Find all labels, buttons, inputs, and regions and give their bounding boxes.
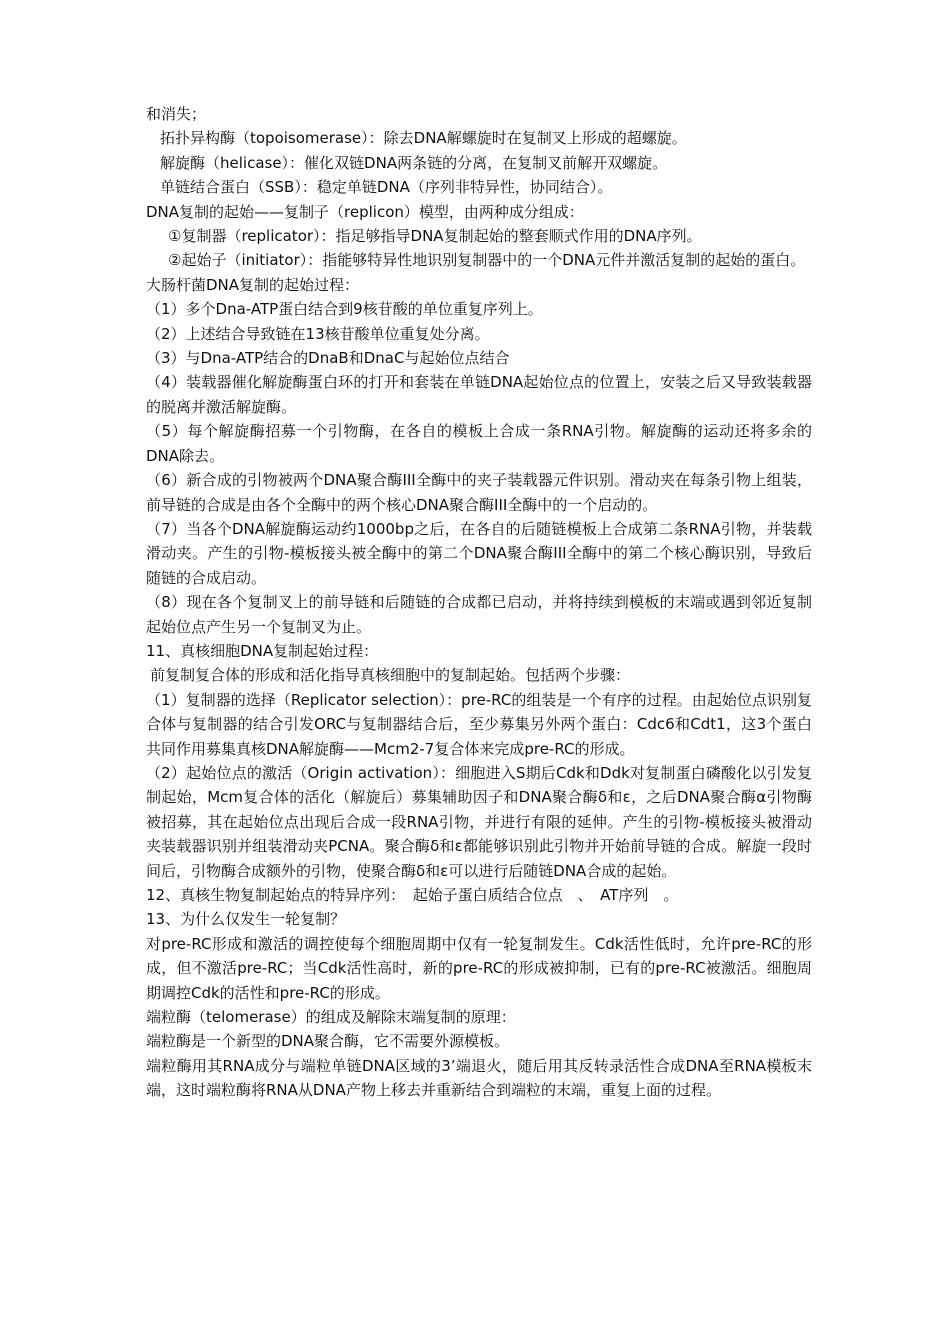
list-item: （7）当各个DNA解旋酶运动约1000bp之后，在各自的后随链模板上合成第二条RNA引物，并装载滑动夹。产生的引物-模板接头被全酶中的第二个DNA聚合酶III全酶中的第二个核心酶识别，导致后随链的合成启动。 — [146, 519, 812, 587]
list-item: （4）装载器催化解旋酶蛋白环的打开和套装在单链DNA起始位点的位置上，安装之后又导致装载器的脱离并激活解旋酶。 — [146, 373, 812, 416]
paragraph-pre-rc-intro: 前复制复合体的形成和活化指导真核细胞中的复制起始。包括两个步骤： — [150, 666, 631, 685]
list-item: （8）现在各个复制叉上的前导链和后随链的合成都已启动，并将持续到模板的末端或遇到邻近复制起始位点产生另一个复制叉为止。 — [146, 593, 812, 636]
heading-eukaryotic-initiation: 11、真核细胞DNA复制起始过程： — [146, 641, 379, 660]
paragraph-telomerase-mechanism: 端粒酶用其RNA成分与端粒单链DNA区域的3’端退火，随后用其反转录活性合成DNA至RNA模板末端，这时端粒酶将RNA从DNA产物上移去并重新结合到端粒的末端，重复上面的过程。 — [146, 1056, 812, 1100]
paragraph-telomerase-def: 端粒酶是一个新型的DNA聚合酶，它不需要外源模板。 — [146, 1032, 510, 1051]
paragraph-one-round: 对pre-RC形成和激活的调控使每个细胞周期中仅有一轮复制发生。Cdk活性低时，允许pre-RC的形成，但不激活pre-RC；当Cdk活性高时，新的pre-RC的形成被抑制，已有的pre-RC被激活。细胞周期调控Cdk的活性和pre-RC的形成。 — [146, 934, 812, 1002]
document-body — [146, 102, 812, 1103]
paragraph-topoisomerase: 拓扑异构酶（topoisomerase）：除去DNA解螺旋时在复制叉上形成的超螺旋。 — [160, 129, 687, 148]
heading-replicon: DNA复制的起始——复制子（replicon）模型，由两种成分组成： — [146, 202, 584, 221]
paragraph-initiator: ②起始子（initiator）：指能够特异性地识别复制器中的一个DNA元件并激活复制的起始的蛋白。 — [168, 251, 806, 270]
heading-one-round: 13、为什么仅发生一轮复制？ — [146, 910, 346, 929]
list-item: （1）复制器的选择（Replicator selection）：pre-RC的组装是一个有序的过程。由起始位点识别复合体与复制器的结合引发ORC与复制器结合后，至少募集另外两个蛋白：Cdc6和Cdt1，这3个蛋白共同作用募集真核DNA解旋酶——Mcm2-7复合体来完成pre-RC的形成。 — [146, 690, 812, 758]
heading-telomerase: 端粒酶（telomerase）的组成及解除末端复制的原理： — [146, 1008, 516, 1027]
heading-origin-sequences: 12、真核生物复制起始点的特异序列： 起始子蛋白质结合位点 、 AT序列 。 — [146, 886, 679, 904]
paragraph-ssb: 单链结合蛋白（SSB）：稳定单链DNA（序列非特异性，协同结合）。 — [160, 178, 613, 197]
paragraph-replicator: ①复制器（replicator）：指足够指导DNA复制起始的整套顺式作用的DNA序列。 — [168, 227, 702, 246]
list-item: （1）多个Dna-ATP蛋白结合到9核苷酸的单位重复序列上。 — [146, 300, 543, 319]
list-item: （3）与Dna-ATP结合的DnaB和DnaC与起始位点结合 — [146, 349, 510, 368]
list-item: （5）每个解旋酶招募一个引物酶，在各自的模板上合成一条RNA引物。解旋酶的运动还将多余的DNA除去。 — [146, 422, 812, 465]
paragraph: 和消失； — [146, 105, 207, 123]
heading-ecoli-initiation: 大肠杆菌DNA复制的起始过程： — [146, 275, 360, 294]
list-item: （2）起始位点的激活（Origin activation）：细胞进入S期后Cdk和Ddk对复制蛋白磷酸化以引发复制起始，Mcm复合体的活化（解旋后）募集辅助因子和DNA聚合酶δ和ε，之后DNA聚合酶α引物酶被招募，其在起始位点出现后合成一段RNA引物，并进行有限的延伸。产生的引物-模板接头被滑动夹装载器识别并组装滑动夹PCNA。聚合酶δ和ε都能够识别此引物并开始前导链的合成。解旋一段时间后，引物酶合成额外的引物，使聚合酶δ和ε可以进行后随链DNA合成的起始。 — [146, 763, 812, 880]
list-item: （6）新合成的引物被两个DNA聚合酶III全酶中的夹子装载器元件识别。滑动夹在每条引物上组装，前导链的合成是由各个全酶中的两个核心DNA聚合酶III全酶中的一个启动的。 — [146, 471, 812, 514]
list-item: （2）上述结合导致链在13核苷酸单位重复处分离。 — [146, 324, 490, 343]
paragraph-helicase: 解旋酶（helicase）：催化双链DNA两条链的分离，在复制叉前解开双螺旋。 — [160, 153, 668, 172]
